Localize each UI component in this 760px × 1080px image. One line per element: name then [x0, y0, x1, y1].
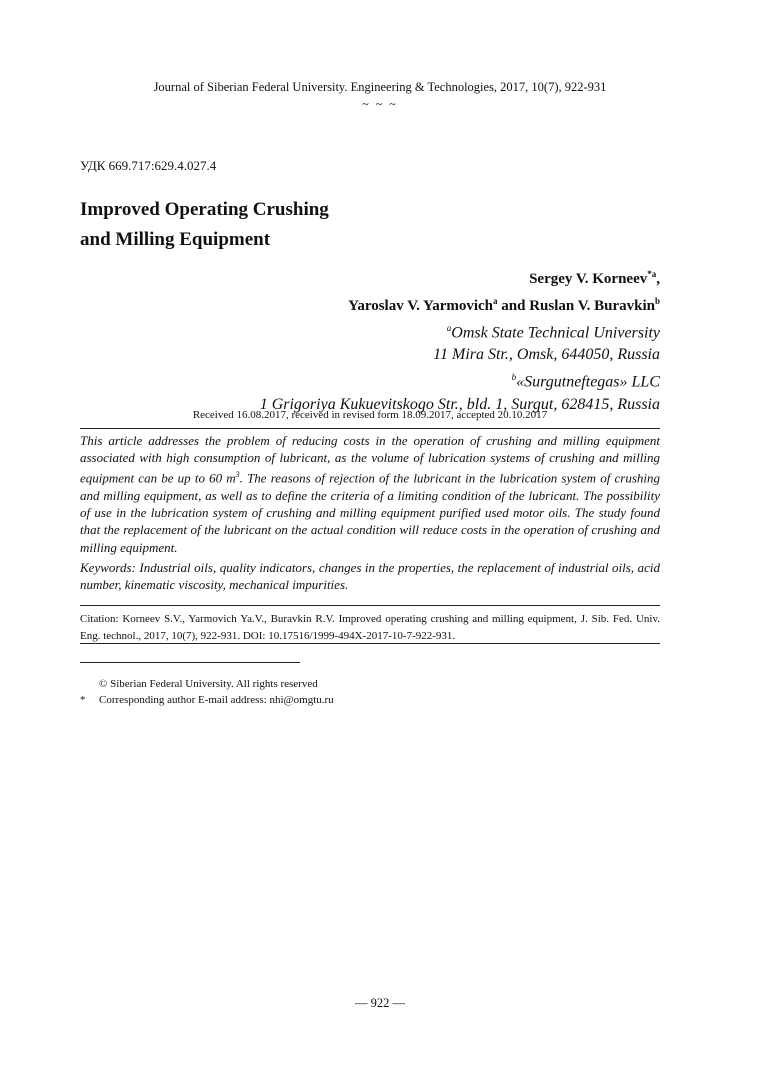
footnote-corresponding [80, 694, 334, 706]
title-line-1: Improved Operating Crushing [80, 199, 329, 220]
affiliation-1-name: Omsk State Technical University [451, 324, 660, 342]
affiliation-1-sup: a [446, 323, 452, 333]
abstract-part-2: . The reasons of rejection of the lubricant in the lubrication system of crushing and milling equipment, as well as to define the criteria of a limiting condition of the lubricant. The possibility of use in the lubrication system of crushing and milling equipment purified used motor oils. The study found that the replacement of the lubricant on the actual condition will reduce costs in the operation of crushing and milling equipment. [80, 470, 660, 555]
affiliation-2 [100, 366, 660, 393]
title-line-2: and Milling Equipment [80, 229, 271, 250]
author-yarmovich: Yaroslav V. Yarmovich [348, 298, 494, 314]
author-yarmovich-sup: a [493, 296, 498, 306]
journal-header: Journal of Siberian Federal University. Engineering & Technologies, 2017, 10(7), 922-931 [153, 80, 607, 94]
received-dates: Received 16.08.2017, received in revised form 18.09.2017, accepted 20.10.2017 [192, 409, 548, 421]
authors-block [100, 263, 660, 416]
abstract [80, 432, 660, 556]
affiliation-1 [100, 317, 660, 344]
author-line-1-suffix: , [656, 271, 660, 287]
affiliation-2-name: «Surgutneftegas» LLC [516, 373, 660, 391]
paper-title [80, 195, 329, 255]
abstract-superscript: 3 [235, 470, 240, 480]
author-line-1 [100, 263, 660, 290]
author-buravkin-sup: b [654, 296, 660, 306]
header-separator: ~ ~ ~ [362, 97, 398, 111]
citation: Citation: Korneev S.V., Yarmovich Ya.V., Buravkin R.V. Improved operating crushing and milling equipment, J. Sib. Fed. Univ. Eng. technol., 2017, 10(7), 922-931. DOI: 10.17516/1999-494X-2017-10-7-922-931. [80, 613, 660, 642]
affiliation-1-address: 11 Mira Str., Omsk, 644050, Russia [433, 346, 660, 364]
footnote-rule [80, 662, 300, 663]
affiliation-2-sup: b [511, 372, 517, 383]
affiliation-2-address: 1 Grigoriya Kukuevitskogo Str., bld. 1, Surgut, 628415, Russia [259, 395, 660, 413]
author-korneev-sup: *a [647, 269, 657, 279]
author-korneev: Sergey V. Korneev [529, 271, 648, 287]
footnote-corresponding-text: Corresponding author E-mail address: nhi@omgtu.ru [99, 694, 334, 706]
author-line-2 [100, 290, 660, 317]
rule-above-citation [80, 605, 660, 606]
page-number: — 922 — [355, 996, 405, 1010]
rule-below-citation [80, 643, 660, 644]
keywords: Keywords: Industrial oils, quality indicators, changes in the properties, the replacement of industrial oils, acid number, kinematic viscosity, mechanical impurities. [80, 560, 660, 593]
rule-above-abstract [80, 428, 660, 429]
abstract-part-1: This article addresses the problem of reducing costs in the operation of crushing and milling equipment associated with high consumption of lubricant, as the volume of lubrication systems of crushing and milling equipment can be up to 60 m [80, 433, 660, 486]
udc-code: УДК 669.717:629.4.027.4 [80, 158, 217, 173]
footnote-asterisk: * [80, 694, 86, 706]
author-buravkin: and Ruslan V. Buravkin [497, 298, 655, 314]
footnote-copyright [80, 678, 318, 690]
footnote-copyright-text: © Siberian Federal University. All rights reserved [99, 678, 318, 690]
